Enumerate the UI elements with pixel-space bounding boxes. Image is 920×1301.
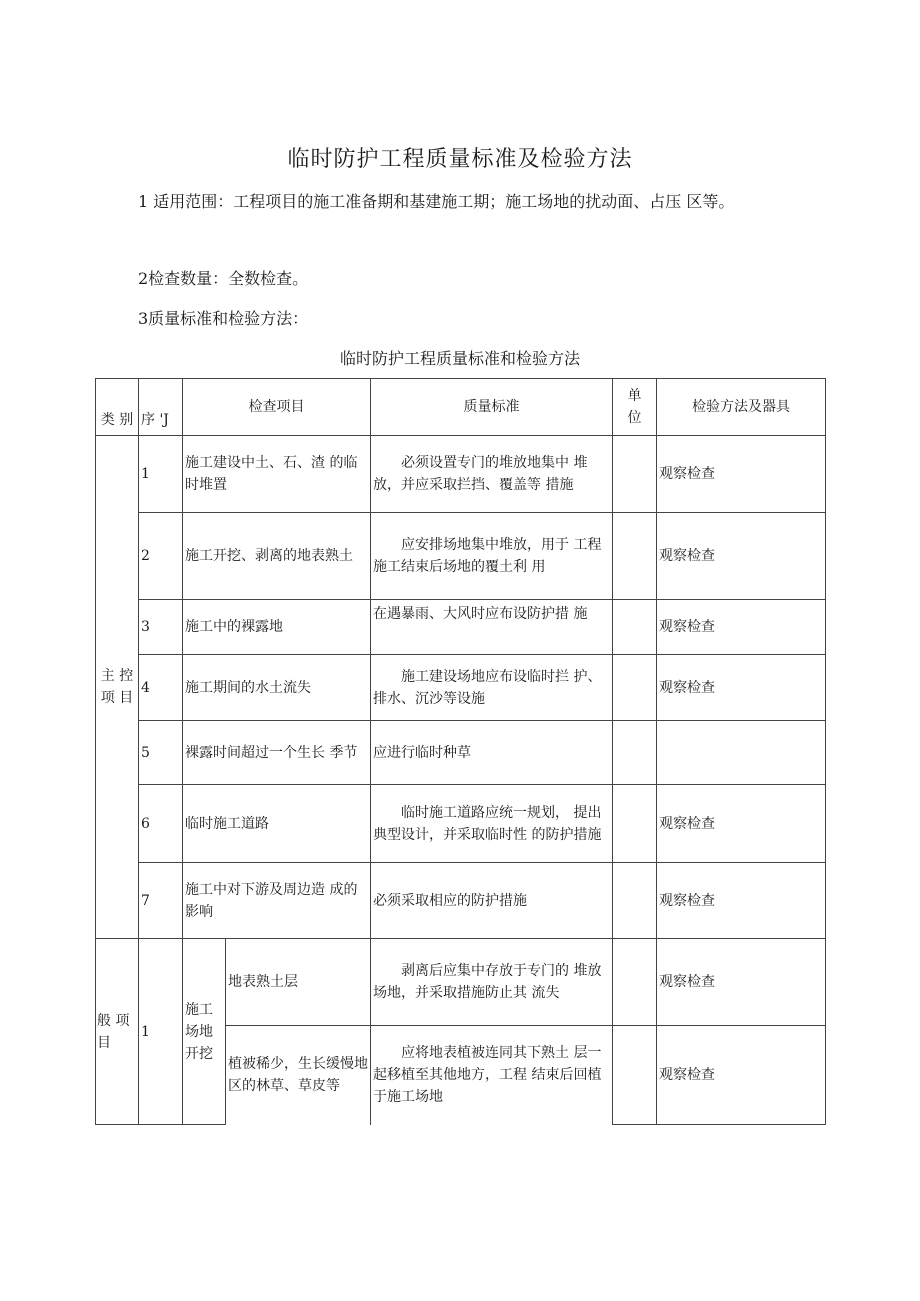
row-standard: 剥离后应集中存放于专门的 堆放场地，并采取措施防止其 流失 bbox=[371, 939, 613, 1026]
header-category: 类 别 bbox=[96, 379, 139, 436]
row-seq: 1 bbox=[139, 939, 183, 1125]
row-standard: 施工建设场地应布设临时拦 护、排水、沉沙等设施 bbox=[371, 655, 613, 721]
row-seq: 4 bbox=[139, 655, 183, 721]
row-method: 观察检查 bbox=[657, 436, 826, 513]
table-row bbox=[96, 721, 826, 785]
table-row bbox=[96, 939, 826, 1026]
row-seq: 5 bbox=[139, 721, 183, 785]
row-item: 施工期间的水土流失 bbox=[183, 655, 371, 721]
table-row bbox=[96, 600, 826, 655]
header-method: 检验方法及器具 bbox=[657, 379, 826, 436]
table-row bbox=[96, 436, 826, 513]
row-standard: 必须设置专门的堆放地集中 堆放，并应采取拦挡、覆盖等 措施 bbox=[371, 436, 613, 513]
row-standard: 临时施工道路应统一规划， 提出典型设计，并采取临时性 的防护措施 bbox=[371, 785, 613, 863]
row-unit bbox=[613, 513, 657, 600]
row-item: 临时施工道路 bbox=[183, 785, 371, 863]
row-unit bbox=[613, 785, 657, 863]
row-unit bbox=[613, 655, 657, 721]
row-item: 地表熟土层 bbox=[226, 939, 371, 1026]
header-unit: 单位 bbox=[613, 379, 657, 436]
row-item: 施工中的裸露地 bbox=[183, 600, 371, 655]
row-standard: 应安排场地集中堆放，用于 工程施工结束后场地的覆土利 用 bbox=[371, 513, 613, 600]
row-unit bbox=[613, 1026, 657, 1125]
row-method: 观察检查 bbox=[657, 939, 826, 1026]
standards-heading-paragraph: 3质量标准和检验方法： bbox=[138, 309, 309, 328]
row-item: 植被稀少，生长缓慢地区的林草、草皮等 bbox=[226, 1026, 371, 1125]
row-method: 观察检查 bbox=[657, 513, 826, 600]
row-standard: 应将地表植被连同其下熟土 层一起移植至其他地方，工程 结束后回植于施工场地 bbox=[371, 1026, 613, 1125]
inspection-quantity-paragraph: 2检查数量：全数检查。 bbox=[138, 269, 309, 288]
row-seq: 2 bbox=[139, 513, 183, 600]
row-unit bbox=[613, 721, 657, 785]
row-unit bbox=[613, 436, 657, 513]
row-seq: 7 bbox=[139, 863, 183, 939]
category-main-control: 主 控项 目 bbox=[96, 436, 139, 939]
header-seq: 序 'J bbox=[139, 379, 183, 436]
table-row bbox=[96, 785, 826, 863]
row-method bbox=[657, 721, 826, 785]
category-general: 般 项目 bbox=[96, 939, 139, 1125]
row-seq: 3 bbox=[139, 600, 183, 655]
row-unit bbox=[613, 863, 657, 939]
header-item: 检查项目 bbox=[183, 379, 371, 436]
table-row bbox=[96, 655, 826, 721]
row-method: 观察检查 bbox=[657, 785, 826, 863]
row-unit bbox=[613, 600, 657, 655]
row-item: 施工开挖、剥离的地表熟土 bbox=[183, 513, 371, 600]
row-seq: 1 bbox=[139, 436, 183, 513]
row-method: 观察检查 bbox=[657, 1026, 826, 1125]
row-method: 观察检查 bbox=[657, 655, 826, 721]
quality-standard-table bbox=[95, 378, 826, 1125]
row-standard: 在遇暴雨、大风时应布设防护措 施 bbox=[371, 600, 613, 655]
table-caption: 临时防护工程质量标准和检验方法 bbox=[339, 349, 580, 368]
row-item: 裸露时间超过一个生长 季节 bbox=[183, 721, 371, 785]
header-standard: 质量标准 bbox=[371, 379, 613, 436]
row-item: 施工建设中土、石、渣 的临时堆置 bbox=[183, 436, 371, 513]
row-standard: 必须采取相应的防护措施 bbox=[371, 863, 613, 939]
row-group: 施工场地开挖 bbox=[183, 939, 226, 1125]
row-method: 观察检查 bbox=[657, 863, 826, 939]
row-seq: 6 bbox=[139, 785, 183, 863]
table-row bbox=[96, 863, 826, 939]
table-header-row bbox=[96, 379, 826, 436]
row-item: 施工中对下游及周边造 成的影响 bbox=[183, 863, 371, 939]
page-title: 临时防护工程质量标准及检验方法 bbox=[287, 147, 633, 172]
row-method: 观察检查 bbox=[657, 600, 826, 655]
row-standard: 应进行临时种草 bbox=[371, 721, 613, 785]
scope-paragraph: 1 适用范围：工程项目的施工准备期和基建施工期；施工场地的扰动面、占压 区等。 bbox=[138, 192, 735, 211]
table-row bbox=[96, 513, 826, 600]
row-unit bbox=[613, 939, 657, 1026]
